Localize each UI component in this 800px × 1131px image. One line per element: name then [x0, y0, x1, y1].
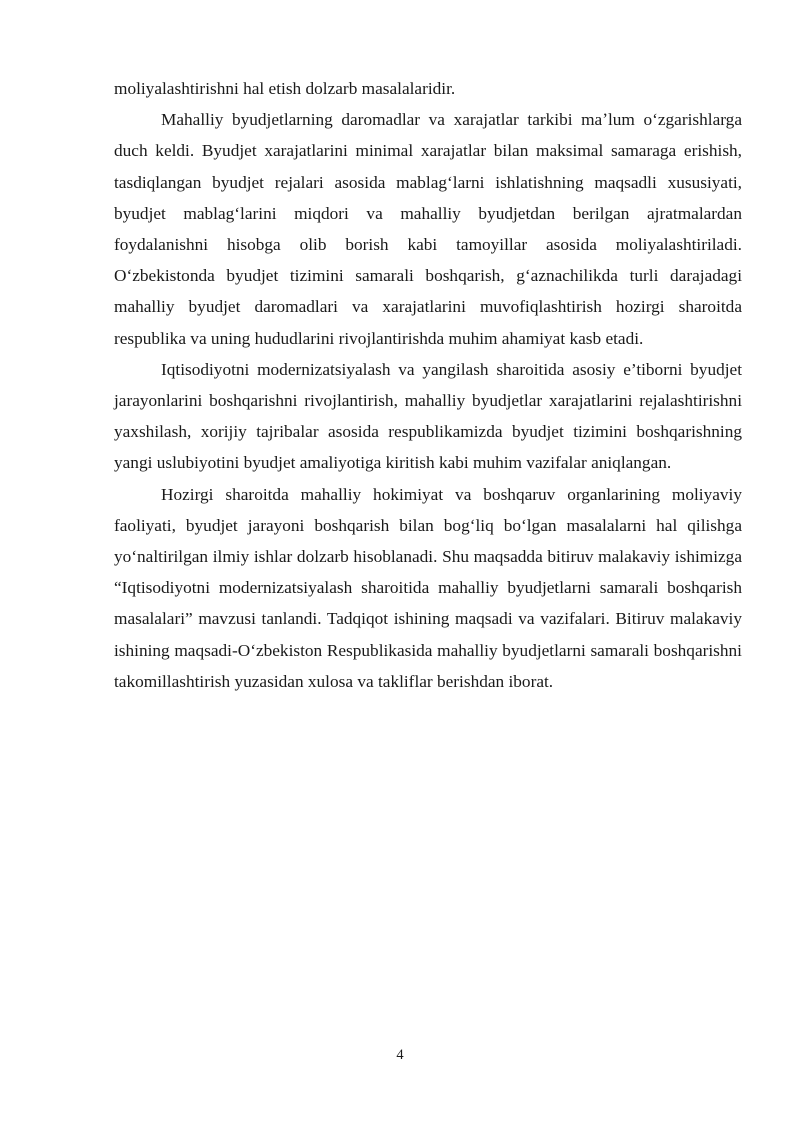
document-body [114, 73, 742, 697]
paragraph-continuation: moliyalashtirishni hal etish dolzarb masalalaridir. [114, 79, 456, 98]
page-number: 4 [396, 1047, 404, 1063]
paragraph-modernization: Iqtisodiyotni modernizatsiyalash va yangilash sharoitida asosiy e’tiborni byudjet jarayonlarini boshqarishni rivojlantirish, mahalliy byudjetlar xarajatlarini rejalashtirishni yaxshilash, xorijiy tajribalar asosida respublikamizda byudjet tizimini boshqarishning yangi uslubiyotini byudjet amaliyotiga kiritish kabi muhim vazifalar aniqlangan. [114, 359, 742, 473]
paragraph-local-budgets: Mahalliy byudjetlarning daromadlar va xarajatlar tarkibi maʼlum oʻzgarishlarga duch keldi. Byudjet xarajatlarini minimal xarajatlar bilan maksimal samaraga erishish, tasdiqlangan byudjet rejalari asosida mablagʻlarni ishlatishning maqsadli xususiyati, byudjet mablagʻlarini miqdori va mahalliy byudjetdan berilgan ajratmalardan foydalanishni hisobga olib borish kabi tamoyillar asosida moliyalashtiriladi. Oʻzbekistonda byudjet tizimini samarali boshqarish, gʻaznachilikda turli darajadagi mahalliy byudjet daromadlari va xarajatlarini muvofiqlashtirish hozirgi sharoitda respublika va uning hududlarini rivojlantirishda muhim ahamiyat kasb etadi. [114, 110, 742, 348]
paragraph-research-goal: Hozirgi sharoitda mahalliy hokimiyat va boshqaruv organlarining moliyaviy faoliyati, byudjet jarayoni boshqarish bilan bogʻliq boʻlgan masalalarni hal qilishga yoʻnaltirilgan ilmiy ishlar dolzarb hisoblanadi. Shu maqsadda bitiruv malakaviy ishimizga “Iqtisodiyotni modernizatsiyalash sharoitida mahalliy byudjetlarni samarali boshqarish masalalari” mavzusi tanlandi. Tadqiqot ishining maqsadi va vazifalari. Bitiruv malakaviy ishining maqsadi-Oʻzbekiston Respublikasida mahalliy byudjetlarni samarali boshqarishni takomillashtirish yuzasidan xulosa va takliflar berishdan iborat. [114, 484, 742, 691]
